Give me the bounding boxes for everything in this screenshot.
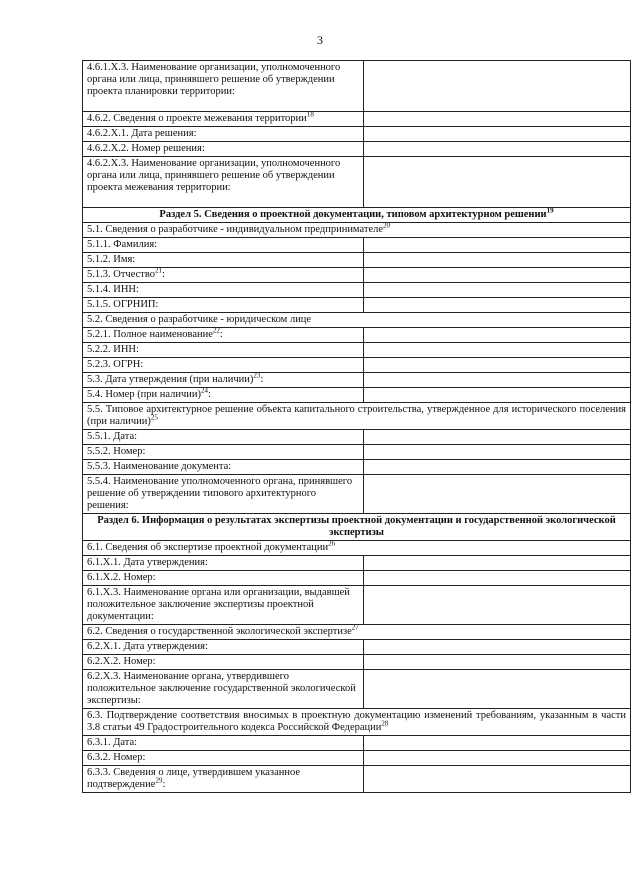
form-row <box>83 640 631 655</box>
footnote-ref: 21 <box>155 267 163 275</box>
field-label <box>83 238 364 253</box>
field-value-cell[interactable] <box>364 283 631 298</box>
form-row <box>83 403 631 430</box>
field-value-cell[interactable] <box>364 238 631 253</box>
label-text: 6.1.X.3. Наименование органа или организации, выдавшей положительное заключение экспертизы проектной документации: <box>87 587 350 622</box>
field-value-cell[interactable] <box>364 157 631 208</box>
field-label <box>83 430 364 445</box>
form-row <box>83 388 631 403</box>
field-label <box>83 328 364 343</box>
label-text: 5.3. Дата утверждения (при наличии) <box>87 374 254 385</box>
label-text: 6.1.X.2. Номер: <box>87 572 156 583</box>
field-label <box>83 388 364 403</box>
field-value-cell[interactable] <box>364 253 631 268</box>
label-text: 5.5.3. Наименование документа: <box>87 461 232 472</box>
form-row <box>83 709 631 736</box>
footnote-ref: 19 <box>546 207 554 215</box>
form-row <box>83 223 631 238</box>
field-label <box>83 709 631 736</box>
notice-form-table <box>82 60 631 793</box>
footnote-ref: 24 <box>201 387 209 395</box>
field-value-cell[interactable] <box>364 736 631 751</box>
field-value-cell[interactable] <box>364 343 631 358</box>
label-suffix: : <box>162 269 165 280</box>
form-row <box>83 298 631 313</box>
label-text: 6.2.X.2. Номер: <box>87 656 156 667</box>
footnote-ref: 18 <box>306 111 314 119</box>
form-row <box>83 268 631 283</box>
form-row <box>83 283 631 298</box>
form-row <box>83 373 631 388</box>
label-suffix: : <box>162 779 166 790</box>
field-label <box>83 157 364 208</box>
form-row <box>83 253 631 268</box>
field-label <box>83 298 364 313</box>
field-label <box>83 586 364 625</box>
form-row <box>83 157 631 208</box>
field-label <box>83 640 364 655</box>
label-text: 4.6.2.X.2. Номер решения: <box>87 143 205 154</box>
field-label <box>83 751 364 766</box>
field-value-cell[interactable] <box>364 556 631 571</box>
form-row <box>83 112 631 127</box>
field-value-cell[interactable] <box>364 475 631 514</box>
label-text: 5.1. Сведения о разработчике - индивидуальном предпринимателе <box>87 224 384 235</box>
form-row <box>83 358 631 373</box>
field-label <box>83 403 631 430</box>
field-value-cell[interactable] <box>364 655 631 670</box>
field-label <box>83 343 364 358</box>
field-label <box>83 127 364 142</box>
field-label <box>83 142 364 157</box>
label-text: 6.3.3. Сведения о лице, утвердившем указанное подтверждение <box>87 767 301 790</box>
form-row <box>83 61 631 112</box>
field-label <box>83 556 364 571</box>
field-value-cell[interactable] <box>364 445 631 460</box>
field-label <box>83 283 364 298</box>
label-text: 5.4. Номер (при наличии) <box>87 389 202 400</box>
form-row <box>83 238 631 253</box>
form-row <box>83 736 631 751</box>
form-row <box>83 313 631 328</box>
section-header-row <box>83 514 631 541</box>
label-text: 5.2. Сведения о разработчике - юридическом лице <box>87 314 312 325</box>
label-suffix: : <box>208 389 211 400</box>
field-value-cell[interactable] <box>364 388 631 403</box>
label-text: 6.1. Сведения об экспертизе проектной документации <box>87 542 329 553</box>
form-row <box>83 541 631 556</box>
field-label <box>83 736 364 751</box>
field-value-cell[interactable] <box>364 298 631 313</box>
form-row <box>83 625 631 640</box>
label-text: 4.6.2. Сведения о проекте межевания территории <box>87 113 307 124</box>
label-text: Раздел 5. Сведения о проектной документации, типовом архитектурном решении <box>159 209 547 220</box>
form-row <box>83 670 631 709</box>
field-label <box>83 766 364 793</box>
field-label <box>83 223 631 238</box>
label-text: 4.6.2.X.1. Дата решения: <box>87 128 197 139</box>
label-text: 5.5. Типовое архитектурное решение объекта капитального строительства, утвержденное для исторического поселения (при наличии) <box>87 404 626 427</box>
form-row <box>83 751 631 766</box>
field-label <box>83 475 364 514</box>
label-text: 5.2.2. ИНН: <box>87 344 139 355</box>
label-text: 5.2.1. Полное наименование <box>87 329 213 340</box>
label-text: 5.5.4. Наименование уполномоченного органа, принявшего решение об утверждении типового архитектурного решения: <box>87 476 353 511</box>
field-value-cell[interactable] <box>364 571 631 586</box>
form-row <box>83 430 631 445</box>
label-text: 5.1.3. Отчество <box>87 269 156 280</box>
field-label <box>83 358 364 373</box>
section-title <box>83 208 631 223</box>
form-row <box>83 475 631 514</box>
label-text: 5.1.4. ИНН: <box>87 284 139 295</box>
form-row <box>83 343 631 358</box>
form-row <box>83 328 631 343</box>
field-value-cell[interactable] <box>364 268 631 283</box>
label-text: 6.2.X.3. Наименование органа, утвердившего положительное заключение государственной экологической экспертизы: <box>87 671 356 706</box>
field-value-cell[interactable] <box>364 358 631 373</box>
field-value-cell[interactable] <box>364 460 631 475</box>
form-row <box>83 655 631 670</box>
field-label <box>83 655 364 670</box>
label-text: 6.2. Сведения о государственной экологической экспертизе <box>87 626 352 637</box>
form-row <box>83 460 631 475</box>
field-label <box>83 670 364 709</box>
field-label <box>83 571 364 586</box>
field-value-cell[interactable] <box>364 373 631 388</box>
field-label <box>83 313 631 328</box>
label-suffix: : <box>219 329 223 340</box>
field-label <box>83 61 364 112</box>
page-number: 3 <box>317 33 323 47</box>
field-label <box>83 112 364 127</box>
form-row <box>83 586 631 625</box>
field-label <box>83 460 364 475</box>
footnote-ref: 27 <box>351 624 359 632</box>
footnote-ref: 28 <box>381 719 389 728</box>
label-suffix: : <box>260 374 264 385</box>
form-row <box>83 445 631 460</box>
footnote-ref: 23 <box>253 372 261 380</box>
footnote-ref: 29 <box>155 776 163 785</box>
label-text: Раздел 6. Информация о результатах экспертизы проектной документации и государственной экологической экспертизы <box>97 515 616 538</box>
field-label <box>83 625 631 640</box>
field-value-cell[interactable] <box>364 61 631 112</box>
footnote-ref: 20 <box>383 222 391 230</box>
field-value-cell[interactable] <box>364 670 631 709</box>
field-value-cell[interactable] <box>364 127 631 142</box>
label-text: 6.3.2. Номер: <box>87 752 146 763</box>
form-row <box>83 127 631 142</box>
field-value-cell[interactable] <box>364 586 631 625</box>
field-label <box>83 268 364 283</box>
label-text: 5.1.1. Фамилия: <box>87 239 158 250</box>
label-text: 5.1.5. ОГРНИП: <box>87 299 159 310</box>
label-text: 4.6.2.X.3. Наименование организации, уполномоченного органа или лица, принявшего решение об утверждении проекта межевания территории: <box>87 158 341 193</box>
label-text: 5.1.2. Имя: <box>87 254 136 265</box>
footnote-ref: 22 <box>212 327 220 335</box>
label-text: 6.3. Подтверждение соответствия вносимых в проектную документацию изменений требованиям, указанным в части 3.8 статьи 49 Градостроительного кодекса Российской Федерации <box>87 710 626 733</box>
label-text: 5.5.1. Дата: <box>87 431 138 442</box>
form-row <box>83 766 631 793</box>
field-label <box>83 541 631 556</box>
field-value-cell[interactable] <box>364 751 631 766</box>
form-row <box>83 142 631 157</box>
field-value-cell[interactable] <box>364 142 631 157</box>
footnote-ref: 26 <box>328 540 336 548</box>
field-value-cell[interactable] <box>364 640 631 655</box>
field-value-cell[interactable] <box>364 766 631 793</box>
field-value-cell[interactable] <box>364 430 631 445</box>
field-label <box>83 253 364 268</box>
section-header-row <box>83 208 631 223</box>
label-text: 6.2.X.1. Дата утверждения: <box>87 641 208 652</box>
label-text: 5.2.3. ОГРН: <box>87 359 144 370</box>
label-text: 6.3.1. Дата: <box>87 737 138 748</box>
field-value-cell[interactable] <box>364 112 631 127</box>
footnote-ref: 25 <box>150 413 158 422</box>
label-text: 5.5.2. Номер: <box>87 446 146 457</box>
form-row <box>83 571 631 586</box>
field-label <box>83 373 364 388</box>
form-body <box>83 61 631 793</box>
field-value-cell[interactable] <box>364 328 631 343</box>
label-text: 4.6.1.X.3. Наименование организации, уполномоченного органа или лица, принявшего решение об утверждении проекта планировки территории: <box>87 62 341 97</box>
form-row <box>83 556 631 571</box>
field-label <box>83 445 364 460</box>
label-text: 6.1.X.1. Дата утверждения: <box>87 557 208 568</box>
section-title <box>83 514 631 541</box>
